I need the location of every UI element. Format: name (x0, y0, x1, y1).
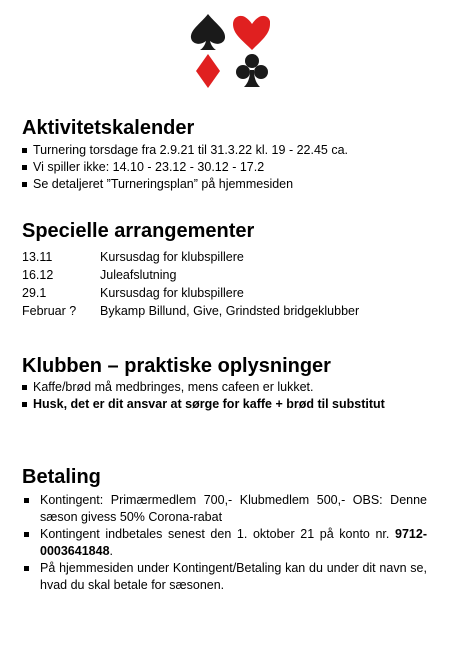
diamond-icon (196, 54, 220, 88)
event-date: Februar ? (22, 304, 77, 318)
list-item: Se detaljeret ”Turneringsplan” på hjemmesiden (22, 176, 348, 193)
event-row (22, 284, 359, 302)
payment-end: . (109, 544, 114, 558)
events-list (22, 248, 359, 320)
payment-text: Kontingent indbetales senest den 1. oktober 21 på konto nr. (40, 527, 390, 541)
card-suits-logo (190, 12, 270, 92)
event-row (22, 248, 359, 266)
list-item: Kontingent: Primærmedlem 700,- Klubmedlem 500,- OBS: Denne sæson givess 50% Corona-rabat (22, 492, 427, 526)
list-item: Vi spiller ikke: 14.10 - 23.12 - 30.12 - 17.2 (22, 159, 348, 176)
payment-list (22, 492, 427, 594)
event-row (22, 302, 359, 320)
event-date: 29.1 (22, 286, 47, 300)
account-number: 9712-0003641848 (40, 527, 427, 558)
club-icon (236, 54, 268, 87)
event-text: Kursusdag for klubspillere (100, 250, 244, 264)
club-list (22, 379, 385, 413)
heading-payment: Betaling (22, 466, 101, 488)
event-date: 16.12 (22, 268, 54, 282)
spade-icon (191, 14, 225, 50)
list-item: Husk, det er dit ansvar at sørge for kaffe + brød til substitut (22, 396, 385, 413)
heading-activity-calendar: Aktivitetskalender (22, 117, 195, 139)
list-item: På hjemmesiden under Kontingent/Betaling kan du under dit navn se, hvad du skal betale for sæsonen. (22, 560, 427, 594)
list-item (22, 526, 427, 560)
event-text: Juleafslutning (100, 268, 177, 282)
list-item: Kaffe/brød må medbringes, mens cafeen er lukket. (22, 379, 385, 396)
calendar-list (22, 142, 348, 193)
event-text: Kursusdag for klubspillere (100, 286, 244, 300)
event-date: 13.11 (22, 250, 53, 264)
heading-club-info: Klubben – praktiske oplysninger (22, 355, 331, 377)
heart-icon (233, 16, 270, 50)
heading-special-events: Specielle arrangementer (22, 220, 255, 242)
event-text: Bykamp Billund, Give, Grindsted bridgeklubber (100, 304, 360, 318)
event-row (22, 266, 359, 284)
list-item: Turnering torsdage fra 2.9.21 til 31.3.22 kl. 19 - 22.45 ca. (22, 142, 348, 159)
